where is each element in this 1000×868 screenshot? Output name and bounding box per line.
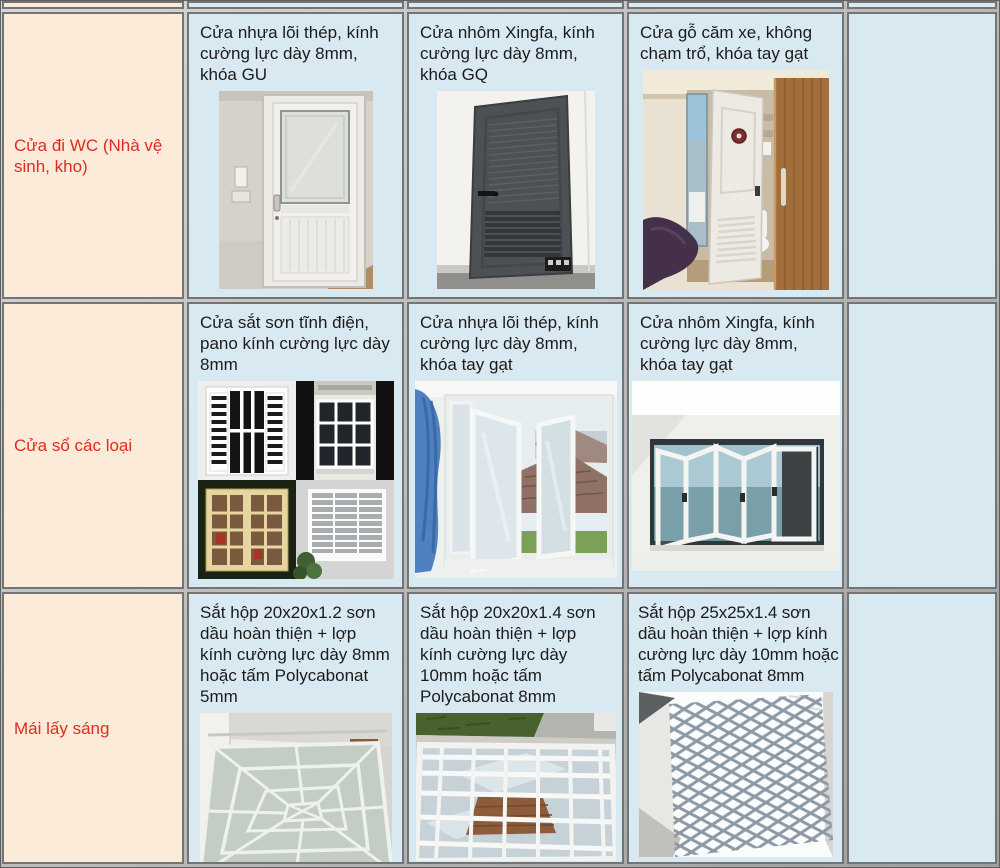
row-category-wc-door xyxy=(4,14,182,297)
steel-glass-skylight-web-photo xyxy=(200,713,392,862)
cell-description: Cửa nhôm Xingfa, kính cường lực dày 8mm, khóa GQ xyxy=(420,23,595,84)
cell-steel-windows xyxy=(189,304,402,587)
cell-skylight-25x25x14 xyxy=(629,594,842,862)
empty-cell xyxy=(849,594,995,862)
cell-description: Cửa nhựa lõi thép, kính cường lực dày 8mm, khóa tay gạt xyxy=(420,313,599,374)
cell-wooden-wc-door xyxy=(629,14,842,297)
cell-skylight-20x20x14 xyxy=(409,594,622,862)
cell-description: Cửa sắt sơn tĩnh điện, pano kính cường lực dày 8mm xyxy=(200,313,390,374)
empty-cell xyxy=(849,304,995,587)
cell-description: Sắt hộp 20x20x1.4 sơn dầu hoàn thiện + lợp kính cường lực dày 10mm hoặc tấm Polycabonat 8mm xyxy=(420,603,596,706)
category-label: Mái lấy sáng xyxy=(14,718,110,738)
cell-description: Cửa nhôm Xingfa, kính cường lực dày 8mm, khóa tay gạt xyxy=(640,313,815,374)
upvc-casement-windows-photo xyxy=(415,381,617,578)
cropped-row-cell xyxy=(409,3,622,7)
row-category-windows xyxy=(4,304,182,587)
wooden-bathroom-door-photo xyxy=(643,70,829,290)
empty-cell xyxy=(849,14,995,297)
dark-xingfa-aluminium-door-photo xyxy=(437,91,595,289)
steel-glass-skylight-grid-photo xyxy=(416,713,616,861)
cell-description: Cửa nhựa lõi thép, kính cường lực dày 8mm, khóa GU xyxy=(200,23,379,84)
cell-description: Cửa gỗ căm xe, không chạm trổ, khóa tay gạt xyxy=(640,23,813,63)
xingfa-folding-windows-photo xyxy=(632,381,840,571)
category-label: Cửa đi WC (Nhà vệ sinh, kho) xyxy=(14,135,163,176)
cell-upvc-windows xyxy=(409,304,622,587)
expanded-metal-mesh-photo xyxy=(639,692,833,857)
cropped-row-category-cell xyxy=(4,3,182,7)
cropped-row-cell xyxy=(629,3,842,7)
cell-skylight-20x20x12 xyxy=(189,594,402,862)
cell-description: Sắt hộp 20x20x1.2 sơn dầu hoàn thiện + lợp kính cường lực dày 8mm hoặc tấm Polycabonat 5mm xyxy=(200,603,390,706)
cell-xingfa-wc-door xyxy=(409,14,622,297)
cropped-row-cell xyxy=(849,3,995,7)
white-upvc-wc-door-photo xyxy=(219,91,373,289)
cropped-row-cell xyxy=(189,3,402,7)
category-label: Cửa sổ các loại xyxy=(14,436,133,455)
steel-windows-collage-photo xyxy=(198,381,394,579)
cell-upvc-wc-door xyxy=(189,14,402,297)
cell-xingfa-windows xyxy=(629,304,842,587)
cell-description: Sắt hộp 25x25x1.4 sơn dầu hoàn thiện + lợp kính cường lực dày 10mm hoặc tấm Polycabonat 8mm xyxy=(638,603,839,685)
row-category-skylight xyxy=(4,594,182,862)
